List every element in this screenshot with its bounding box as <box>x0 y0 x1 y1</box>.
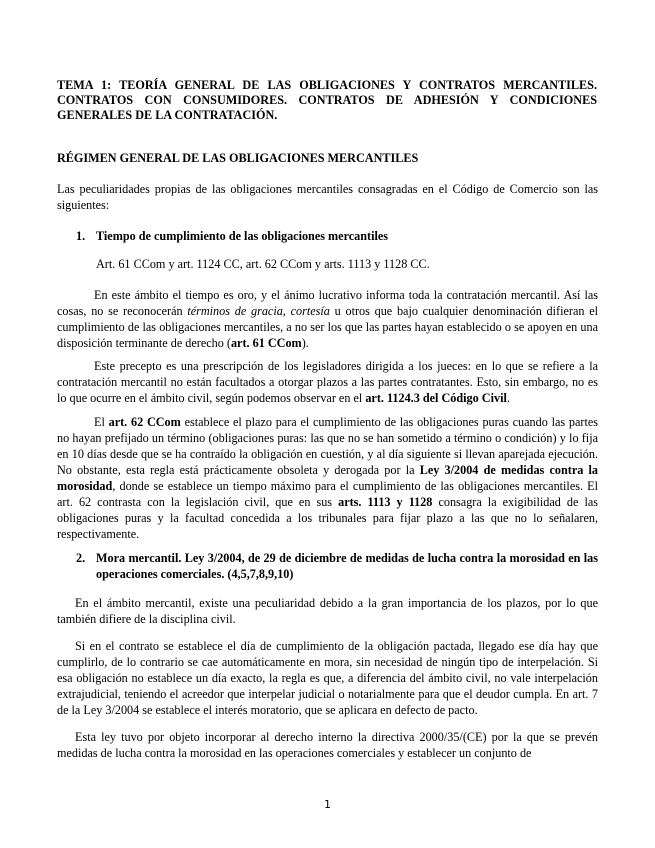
item1-paragraph-3 <box>57 414 598 542</box>
item2-heading-text: Mora mercantil. Ley 3/2004, de 29 de diciembre de medidas de lucha contra la morosidad en las operaciones comerciales. (4,5,7,8,9,10) <box>96 551 598 581</box>
p3-text-c: establece el plazo para el cumplimiento de las obligaciones puras cuando las partes no hayan prefijado un término (obligaciones puras: las que no se han sometido a término o condición) y lo fija en 10 días desde que se ha contraído la obligación en cuestión, y al día siguiente si llevan aparejada ejecución. No obstante, esta regla está prácticamente obsoleta y derogada por la <box>57 415 598 477</box>
p1-text-e: ). <box>301 336 309 350</box>
p3-text-g: consagra la exigibilidad de las obligaciones puras y la facultad concedida a los tribunales para fijar plazo a las que no lo señalaren, respectivamente. <box>57 495 598 541</box>
p1-text-c: u otros que bajo cualquier denominación difieran el cumplimiento de las obligaciones mercantiles, a no ser los que las partes hayan establecido o se apoyen en una disposición terminante de derecho ( <box>57 304 598 350</box>
p3-bold-law: Ley 3/2004 de medidas contra la morosidad <box>57 463 599 493</box>
item2-number: 2. <box>76 551 86 565</box>
p2-text-c: . <box>506 391 510 405</box>
p1-italic: términos de gracia, cortesía <box>187 304 330 318</box>
p3-bold-ref-1: art. 62 CCom <box>108 415 181 429</box>
item2-paragraph-3: Esta ley tuvo por objeto incorporar al derecho interno la directiva 2000/35/(CE) por la que se prevén medidas de lucha contra la morosidad en las operaciones comerciales y establecer un conjunto de <box>57 730 598 760</box>
p3-text-e: , donde se establece un tiempo máximo para el cumplimiento de las obligaciones mercantiles. El art. 62 contrasta con la legislación civil, que en sus <box>57 479 598 509</box>
section-heading: RÉGIMEN GENERAL DE LAS OBLIGACIONES MERCANTILES <box>57 151 419 165</box>
item2-heading <box>76 550 598 582</box>
item1-number: 1. <box>76 229 86 243</box>
intro-paragraph: Las peculiaridades propias de las obligaciones mercantiles consagradas en el Código de Comercio son las siguientes: <box>57 182 598 212</box>
p3-bold-ref-2: arts. 1113 y 1128 <box>338 495 433 509</box>
p2-bold-ref: art. 1124.3 del Código Civil <box>365 391 507 405</box>
p1-text-a: En este ámbito el tiempo es oro, y el ánimo lucrativo informa toda la contratación mercantil. Así las cosas, no se reconocerán <box>57 288 598 318</box>
item2-paragraph-1: En el ámbito mercantil, existe una peculiaridad debido a la gran importancia de los plazos, por lo que también difiere de la disciplina civil. <box>57 596 598 626</box>
item1-heading-text: Tiempo de cumplimiento de las obligaciones mercantiles <box>96 229 389 243</box>
item1-heading <box>76 228 598 244</box>
p3-text-a: El <box>94 415 109 429</box>
item1-paragraph-2 <box>57 358 598 406</box>
p1-bold-ref: art. 61 CCom <box>230 336 302 350</box>
page-number: 1 <box>324 798 331 811</box>
item2-paragraph-2: Si en el contrato se establece el día de cumplimiento de la obligación pactada, llegado ese día hay que cumplirlo, de lo contrario se cae automáticamente en mora, sin necesidad de ningún tipo de interpelación. Si esa obligación no establece un día exacto, la regla es que, a diferencia del ámbito civil, no vale interpelación extrajudicial, teniendo el acreedor que interpelar judicial o notarialmente para que el deudor cumpla. En art. 7 de la Ley 3/2004 se establece el interés moratorio, que se aplicara en defecto de pacto. <box>57 639 598 717</box>
item1-refs: Art. 61 CCom y art. 1124 CC, art. 62 CCom y arts. 1113 y 1128 CC. <box>96 257 430 271</box>
p2-text-a: Este precepto es una prescripción de los legisladores dirigida a los jueces: en lo que se refiere a la contratación mercantil no están facultados a otorgar plazos a las partes contratantes. Esto, sin embargo, no es lo que ocurre en el ámbito civil, según podemos observar en el <box>57 359 598 405</box>
item1-paragraph-1 <box>57 287 598 351</box>
document-title: TEMA 1: TEORÍA GENERAL DE LAS OBLIGACIONES Y CONTRATOS MERCANTILES. CONTRATOS CON CONSUMIDORES. CONTRATOS DE ADHESIÓN Y CONDICIONES GENERALES DE LA CONTRATACIÓN. <box>57 78 597 122</box>
